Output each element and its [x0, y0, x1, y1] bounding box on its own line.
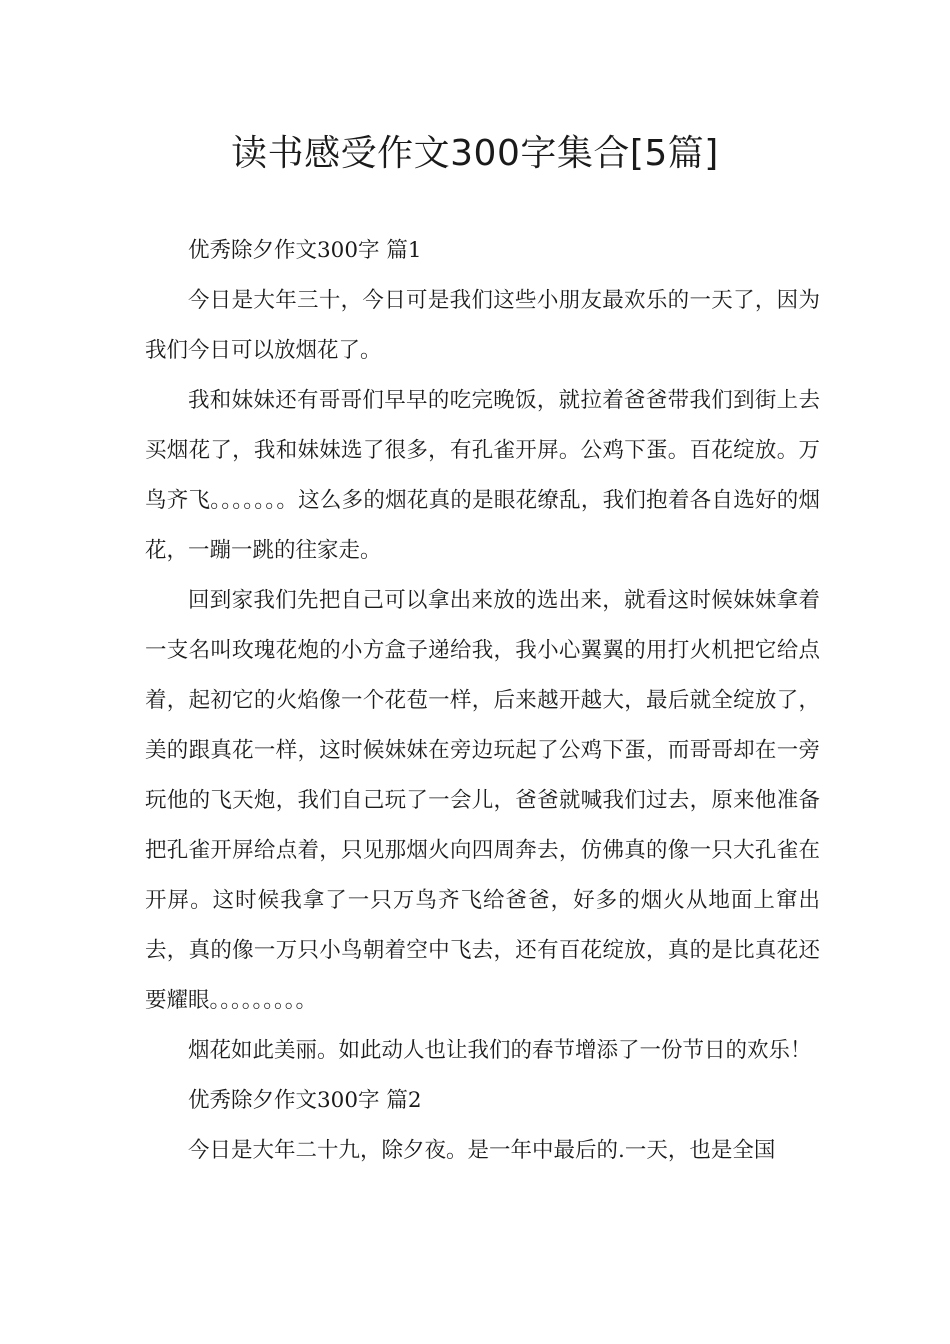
paragraph: 回到家我们先把自己可以拿出来放的选出来，就看这时候妹妹拿着一支名叫玫瑰花炮的小方盒子递给我，我小心翼翼的用打火机把它给点着，起初它的火焰像一个花苞一样，后来越开越大，最后就全绽放了，美的跟真花一样，这时候妹妹在旁边玩起了公鸡下蛋，而哥哥却在一旁玩他的飞天炮，我们自己玩了一会儿，爸爸就喊我们过去，原来他准备把孔雀开屏给点着，只见那烟火向四周奔去，仿佛真的像一只大孔雀在开屏。这时候我拿了一只万鸟齐飞给爸爸，好多的烟火从地面上窜出去，真的像一万只小鸟朝着空中飞去，还有百花绽放，真的是比真花还要耀眼。。。。。。。。。	[145, 588, 820, 1013]
paragraph: 今日是大年二十九，除夕夜。是一年中最后的.一天，也是全国	[188, 1138, 776, 1163]
paragraph: 今日是大年三十，今日可是我们这些小朋友最欢乐的一天了，因为我们今日可以放烟花了。	[145, 288, 820, 363]
paragraph: 烟花如此美丽。如此动人也让我们的春节增添了一份节日的欢乐！	[188, 1038, 812, 1063]
document-body	[145, 226, 820, 1176]
section-heading: 优秀除夕作文300字 篇2	[188, 1088, 422, 1113]
paragraph: 我和妹妹还有哥哥们早早的吃完晚饭，就拉着爸爸带我们到街上去买烟花了，我和妹妹选了很多，有孔雀开屏。公鸡下蛋。百花绽放。万鸟齐飞。。。。。。。这么多的烟花真的是眼花缭乱，我们抱着各自选好的烟花，一蹦一跳的往家走。	[145, 388, 820, 563]
document-title: 读书感受作文300字集合[5篇]	[231, 133, 719, 174]
section-heading: 优秀除夕作文300字 篇1	[188, 238, 422, 263]
